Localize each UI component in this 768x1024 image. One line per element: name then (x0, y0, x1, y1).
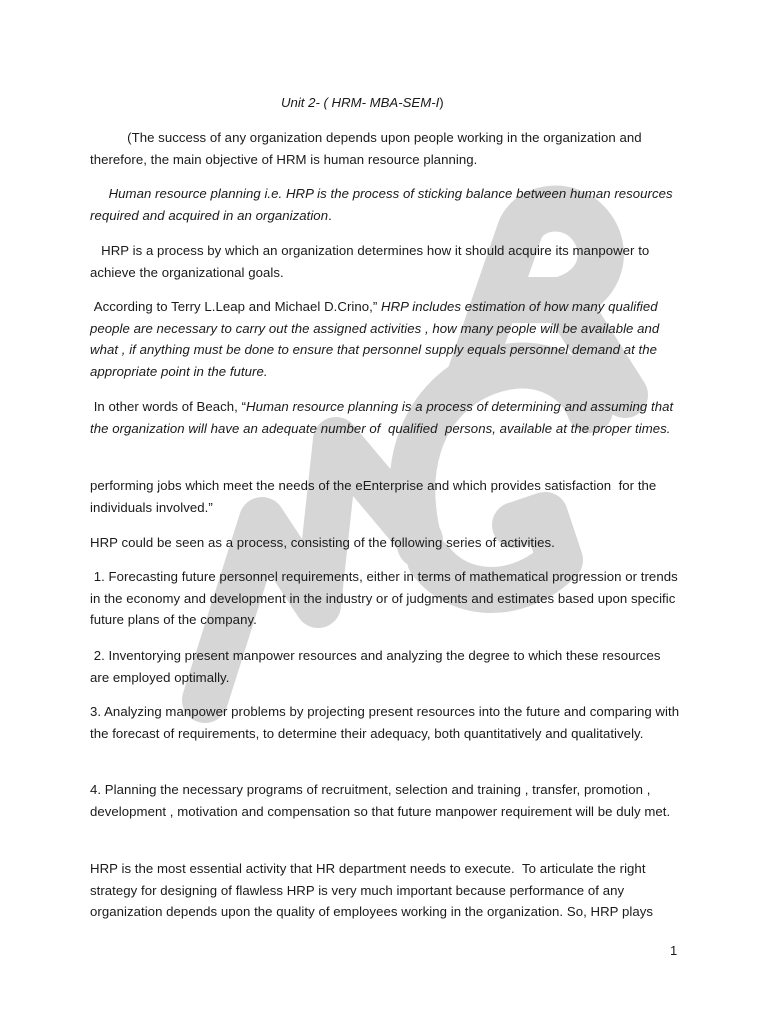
list-item-1: 1. Forecasting future personnel requirements, either in terms of mathematical progression or trends in the economy and development in the industry or of judgments and estimates based upon specific future plans of the company. (90, 569, 682, 627)
list-item-4: 4. Planning the necessary programs of recruitment, selection and training , transfer, promotion , development , motivation and compensation so that future manpower requirement will be duly met. (90, 782, 671, 819)
list-item-3: 3. Analyzing manpower problems by projecting present resources into the future and comparing with the forecast of requirements, to determine their adequacy, both quantitatively and qualitatively. (90, 704, 683, 741)
list-item-2: 2. Inventorying present manpower resources and analyzing the degree to which these resources are employed optimally. (90, 648, 665, 685)
paragraph-beach-quote: In other words of Beach, “Human resource planning is a process of determining and assuming that the organization will have an adequate number of qualified persons, available at the proper times. (90, 399, 677, 436)
paragraph-process-intro: HRP could be seen as a process, consisting of the following series of activities. (90, 535, 555, 550)
page-number: 1 (670, 943, 678, 958)
paragraph-beach-continued: performing jobs which meet the needs of the eEnterprise and which provides satisfaction for the individuals involved.” (90, 478, 661, 515)
document-title (281, 93, 444, 113)
paragraph-hrp-process: HRP is a process by which an organization determines how it should acquire its manpower to achieve the organizational goals. (90, 243, 654, 280)
paragraph-leap-crino-quote: According to Terry L.Leap and Michael D.Crino,” HRP includes estimation of how many qualified people are necessary to carry out the assigned activities , how many people will be available and what , if anything must be done to ensure that personnel supply equals personnel demand at the appropriate point in the future. (90, 299, 664, 379)
title-closing: ) (439, 95, 444, 110)
title-main: Unit 2- ( HRM- MBA-SEM-I (281, 95, 440, 110)
paragraph-hrp-essential: HRP is the most essential activity that HR department needs to execute. To articulate the right strategy for designing of flawless HRP is very much important because performance of any organization depends upon the quality of employees working in the organization. So, HRP plays (90, 861, 654, 919)
paragraph-intro: (The success of any organization depends upon people working in the organization and therefore, the main objective of HRM is human resource planning. (90, 130, 646, 167)
paragraph-hrp-definition: Human resource planning i.e. HRP is the process of sticking balance between human resources required and acquired in an organization. (90, 186, 677, 223)
